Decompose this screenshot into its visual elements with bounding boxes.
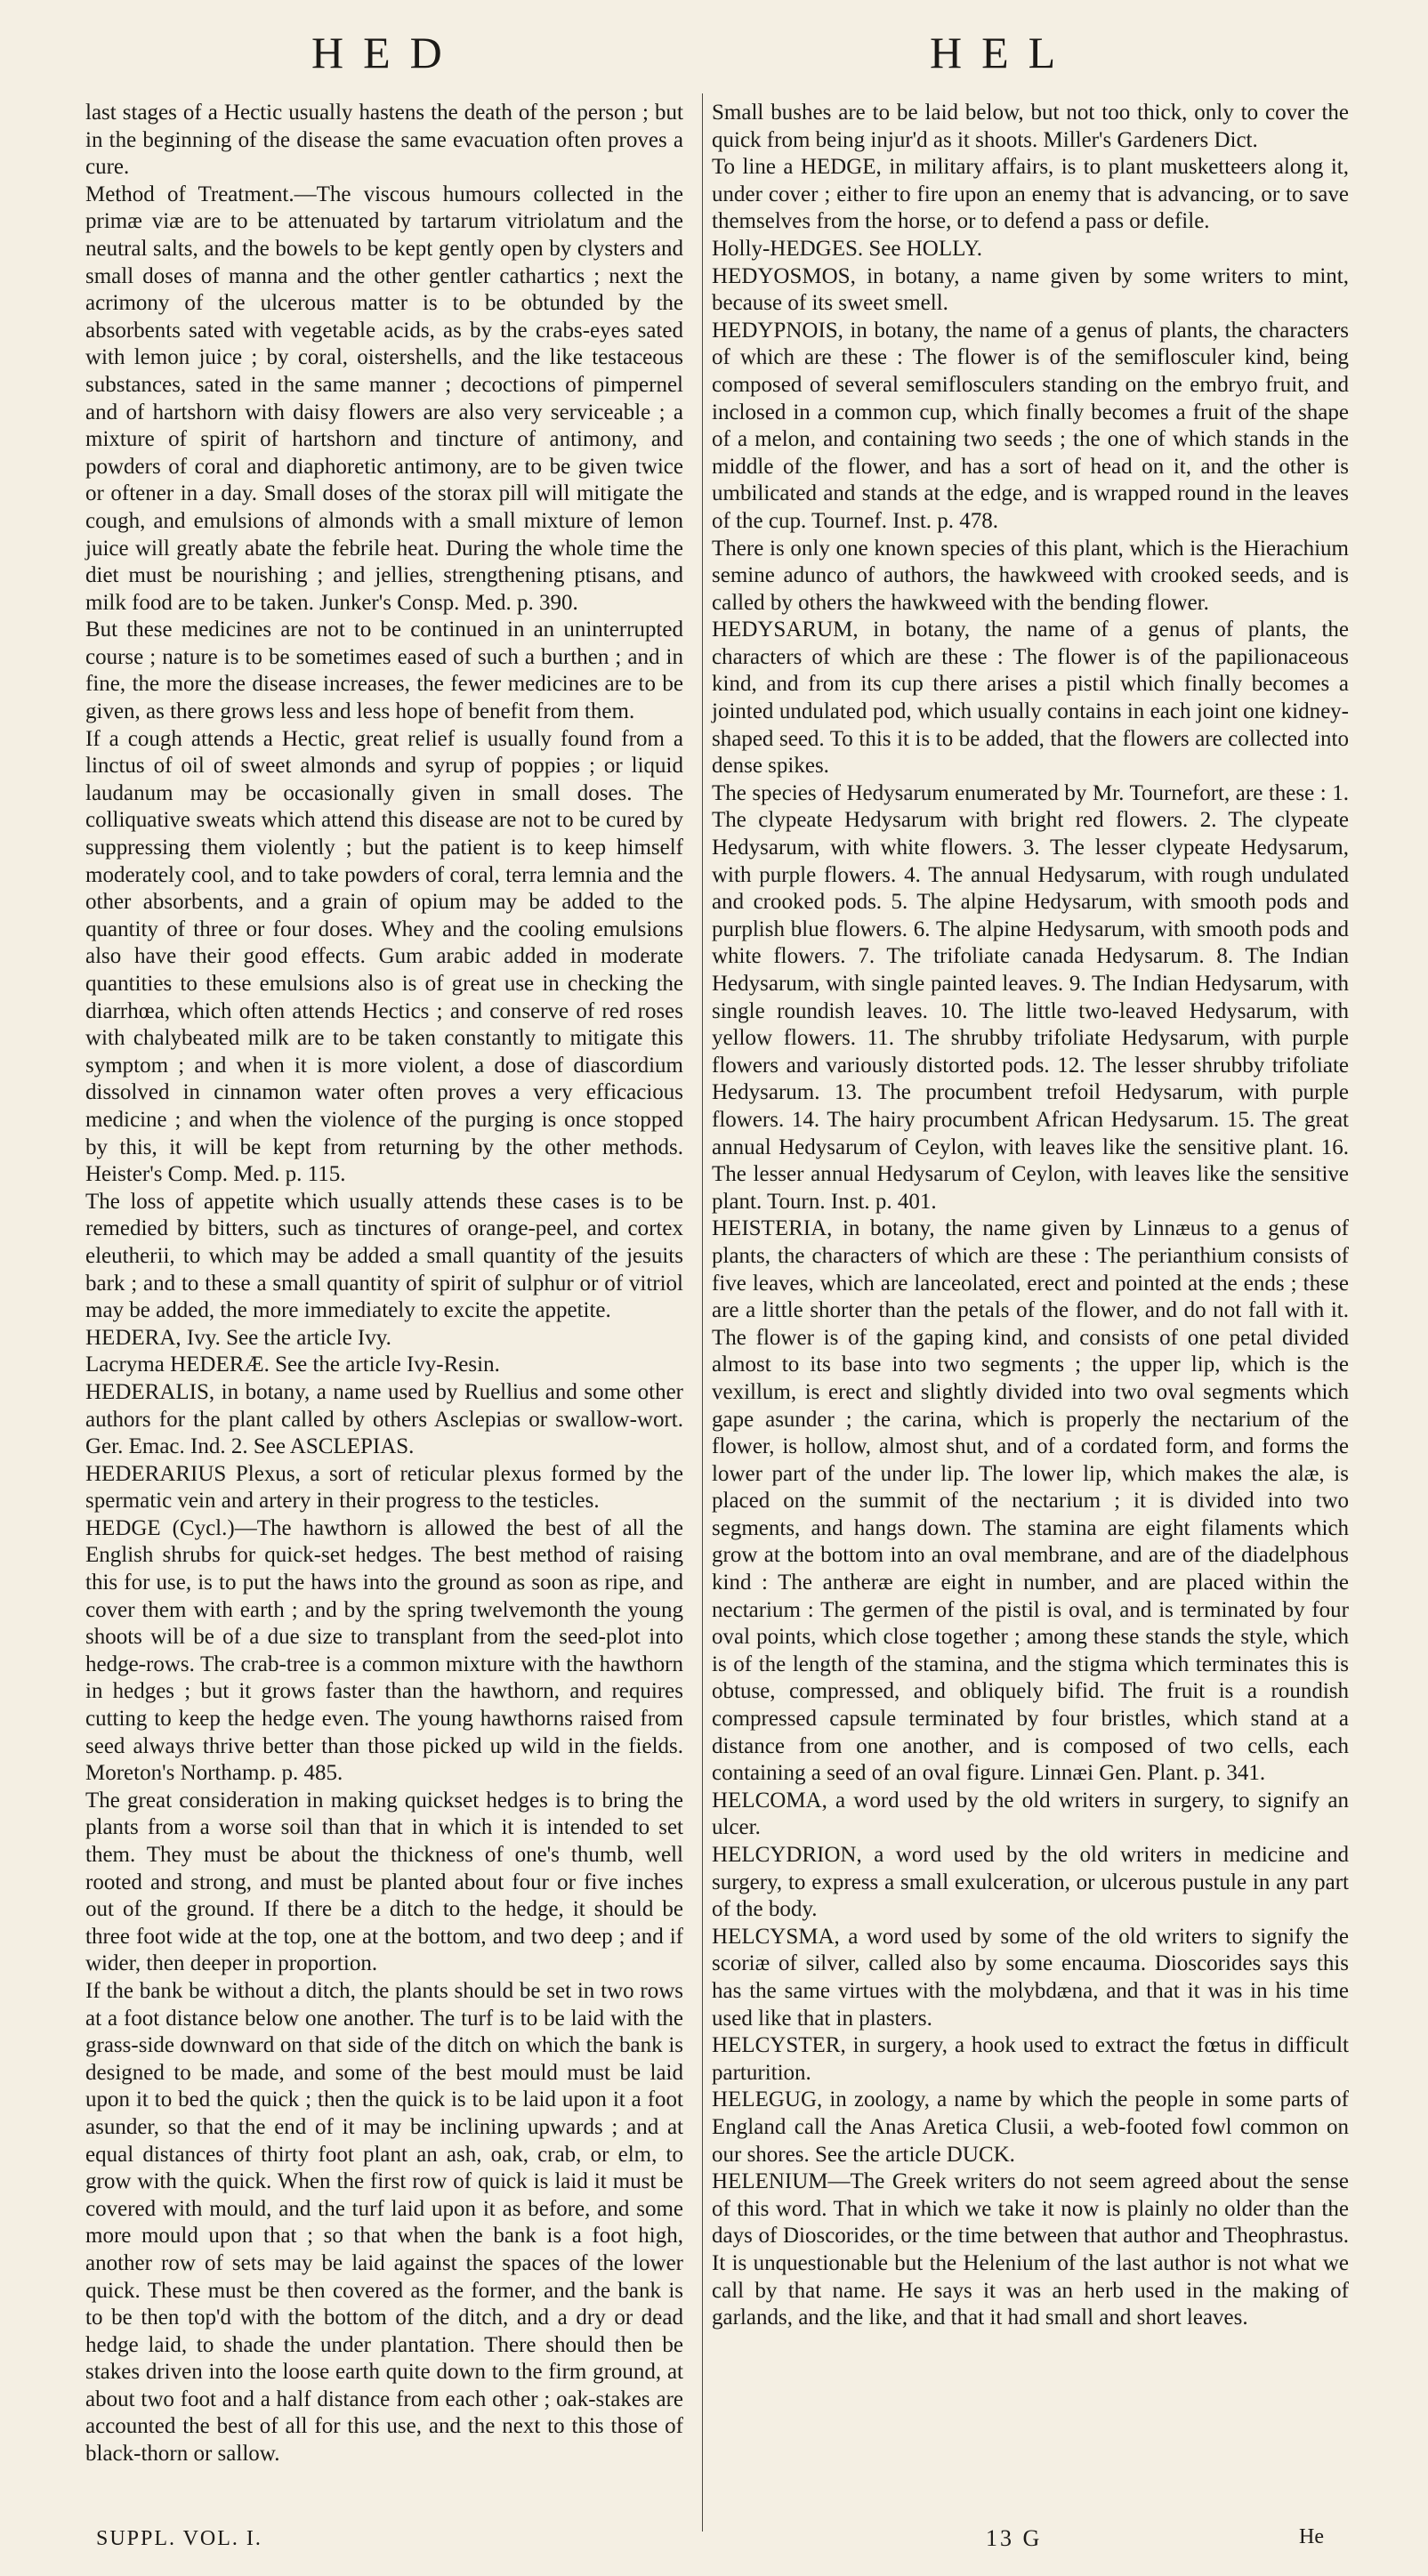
entry-hederarius: HEDERARIUS Plexus, a sort of reticular plexus formed by the spermatic vein and artery in their progress to the testicles. <box>85 1461 683 1514</box>
paragraph: last stages of a Hectic usually hastens the death of the person ; but in the beginning of the disease the same evacuation often proves a cure. <box>85 101 683 180</box>
entry-hedyosmos: HEDYOSMOS, in botany, a name given by some writers to mint, because of its sweet smell. <box>712 263 1349 316</box>
catchword: He <box>1299 2525 1324 2548</box>
paragraph: Method of Treatment.—The viscous humours collected in the primæ viæ are to be attenuated by tartarum vitriolatum and the neutral salts, and the bowels to be kept gently open by clysters and small doses of manna and the other gentler cathartics ; next the acrimony of the ulcerous matter is to be obtunded by the absorbents sated with vegetable acids, as by the crabs-eyes sated with lemon juice ; by coral, oistershells, and the like testaceous substances, sated in the same manner ; decoctions of pimpernel and of hartshorn with daisy flowers are also very serviceable ; a mixture of spirit of hartshorn and tincture of antimony, and powders of coral and diaphoretic antimony, are to be given twice or oftener in a day. Small doses of the storax pill will mitigate the cough, and emulsions of almonds with a small mixture of lemon juice will greatly abate the febrile heat. During the whole time the diet must be nourishing ; and jellies, strengthening ptisans, and milk food are to be taken. Junker's Consp. Med. p. 390. <box>85 182 683 615</box>
entry-hedge: HEDGE (Cycl.)—The hawthorn is allowed the best of all the English shrubs for quick-set hedges. The best method of raising this for use, is to put the haws into the ground as soon as ripe, and cover them with earth ; and by the spring twelvemonth the young shoots will be of a due size to transplant from the seed-plot into hedge-rows. The crab-tree is a common mixture with the hawthorn in hedges ; but it grows faster than the hawthorn, and requires cutting to keep the hedge even. The young hawthorns raised from seed always thrive better than those picked up wild in the fields. Moreton's Northamp. p. 485. <box>85 1515 683 1786</box>
entry-line-hedge: To line a HEDGE, in military affairs, is to plant musketteers along it, under cover ; either to fire upon an enemy that is advancing, or to save themselves from the horse, or to defend a pass or defile. <box>712 155 1349 234</box>
column-divider <box>702 93 703 2532</box>
paragraph: If the bank be without a ditch, the plants should be set in two rows at a foot distance below one another. The turf is to be laid with the grass-side downward on that side of the ditch on which the bank is designed to be made, and some of the best mould must be laid upon it to bed the quick ; then the quick is to be laid upon it a foot asunder, so that the end of it may be inclining upwards ; and at equal distances of thirty foot plant an ash, oak, crab, or elm, to grow with the quick. When the first row of quick is laid it must be covered with mould, and the turf laid upon it as before, and some more mould upon that ; so that when the bank is a foot high, another row of sets may be laid against the spaces of the lower quick. These must be then covered as the former, and the bank is to be then top'd with the bottom of the ditch, and a dry or dead hedge laid, to shade the under plantation. There should then be stakes driven into the loose earth quite down to the firm ground, at about two foot and a half distance from each other ; oak-stakes are accounted the best of all for this use, and the next to this those of black-thorn or sallow. <box>85 1978 683 2467</box>
entry-helcysma: HELCYSMA, a word used by some of the old writers to signify the scoriæ of silver, called also by some encauma. Dioscorides says this has the same virtues with the molybdæna, and that it was in his time used like that in plasters. <box>712 1924 1349 2031</box>
entry-helcyster: HELCYSTER, in surgery, a hook used to extract the fœtus in difficult parturition. <box>712 2033 1349 2085</box>
entry-hedera: HEDERA, Ivy. See the article Ivy. <box>85 1325 391 1350</box>
paragraph: Small bushes are to be laid below, but not too thick, only to cover the quick from being injur'd as it shoots. Miller's Gardeners Dict. <box>712 101 1349 152</box>
paragraph: The species of Hedysarum enumerated by Mr. Tournefort, are these : 1. The clypeate Hedysarum with bright red flowers. 2. The clypeate Hedysarum, with white flowers. 3. The lesser clypeate Hedysarum, with purple flowers. 4. The annual Hedysarum, with rough undulated and crooked pods. 5. The alpine Hedysarum, with smooth pods and purplish blue flowers. 6. The alpine Hedysarum, with smooth pods and white flowers. 7. The trifoliate canada Hedysarum. 8. The Indian Hedysarum, with single painted leaves. 9. The Indian Hedysarum, with single roundish leaves. 10. The little two-leaved Hedysarum, with yellow flowers. 11. The shrubby trifoliate Hedysarum, with purple flowers and variously distorted pods. 12. The lesser shrubby trifoliate Hedysarum. 13. The procumbent trefoil Hedysarum, with purple flowers. 14. The hairy procumbent African Hedysarum. 15. The great annual Hedysarum of Ceylon, with leaves like the sensitive plant. 16. The lesser annual Hedysarum of Ceylon, with leaves like the sensitive plant. Tourn. Inst. p. 401. <box>712 780 1349 1214</box>
entry-holly-hedges: Holly-HEDGES. See HOLLY. <box>712 236 982 261</box>
running-head-right: HEL <box>930 28 1076 77</box>
paragraph: If a cough attends a Hectic, great relief is usually found from a linctus of oil of sweet almonds and syrup of poppies ; or liquid laudanum may be occasionally given in small doses. The colliquative sweats which attend this disease are not to be cured by suppressing them violently ; but the patient is to keep himself moderately cool, and to take powders of coral, terra lemnia and the other absorbents, and a grain of opium may be added to the quantity of three or four doses. Whey and the cooling emulsions also have their good effects. Gum arabic added in moderate quantities to these emulsions also is of great use in checking the diarrhœa, which often attends Hectics ; and conserve of red roses with chalybeated milk are to be taken constantly to mitigate this symptom ; and when it is more violent, a dose of diascordium dissolved in cinnamon water often proves a very efficacious medicine ; and when the violence of the purging is once stopped by this, it will be kept from returning by the other methods. Heister's Comp. Med. p. 115. <box>85 726 683 1187</box>
entry-helcoma: HELCOMA, a word used by the old writers in surgery, to signify an ulcer. <box>712 1788 1349 1840</box>
paragraph: But these medicines are not to be continued in an uninterrupted course ; nature is to be sometimes eased of such a burthen ; and in fine, the more the disease increases, the fewer medicines are to be given, as there grows less and less hope of benefit from them. <box>85 618 683 724</box>
left-column <box>85 100 683 2468</box>
paragraph: The loss of appetite which usually attends these cases is to be remedied by bitters, such as tinctures of orange-peel, and cortex eleutherii, to which may be added a small quantity of the jesuits bark ; and to these a small quantity of spirit of sulphur or of vitriol may be added, the more immediately to excite the appetite. <box>85 1189 683 1323</box>
right-column <box>712 100 1349 2332</box>
entry-lacryma-hederae: Lacryma HEDERÆ. See the article Ivy-Resin. <box>85 1353 500 1377</box>
entry-hedysarum: HEDYSARUM, in botany, the name of a genus of plants, the characters of which are these : The flower is of the papilionaceous kind, and from its cup there arises a pistil which finally becomes a jointed undulated pod, which usually contains in each joint one kidney-shaped seed. To this it is to be added, that the flowers are collected into dense spikes. <box>712 618 1349 779</box>
entry-hederalis: HEDERALIS, in botany, a name used by Ruellius and some other authors for the plant called by others Asclepias or swallow-wort. Ger. Emac. Ind. 2. See ASCLEPIAS. <box>85 1379 683 1459</box>
paragraph: The great consideration in making quickset hedges is to bring the plants from a worse soil than that in which it is intended to set them. They must be about the thickness of one's thumb, well rooted and strong, and must be planted about four or five inches out of the ground. If there be a ditch to the hedge, it should be three foot wide at the top, one at the bottom, and two deep ; and if wider, then deeper in proportion. <box>85 1788 683 1976</box>
signature-mark: 13 G <box>986 2525 1043 2551</box>
volume-label: SUPPL. VOL. I. <box>96 2527 262 2550</box>
entry-helegug: HELEGUG, in zoology, a name by which the people in some parts of England call the Anas Aretica Clusii, a web-footed fowl common on our shores. See the article DUCK. <box>712 2087 1349 2167</box>
entry-helenium: HELENIUM—The Greek writers do not seem agreed about the sense of this word. That in which we take it now is plainly no older than the days of Dioscorides, or the time between that author and Theophrastus. It is unquestionable but the Helenium of the last author is not what we call by that name. He says it was an herb used in the making of garlands, and the like, and that it had small and short leaves. <box>712 2169 1349 2330</box>
entry-heisteria: HEISTERIA, in botany, the name given by Linnæus to a genus of plants, the characters of which are these : The perianthium consists of five leaves, which are lanceolated, erect and pointed at the ends ; these are a little shorter than the petals of the flower, and do not fall with it. The flower is of the gaping kind, and consists of one petal divided almost to its base into two segments ; the upper lip, which is the vexillum, is erect and slightly divided into two oval segments which gape asunder ; the carina, which is properly the nectarium of the flower, is hollow, almost shut, and of a cordated form, and forms the lower part of the under lip. The lower lip, which makes the alæ, is placed on the summit of the nectarium ; it is divided into two segments, and hangs down. The stamina are eight filaments which grow at the bottom into an oval membrane, and are of the diadelphous kind : The antheræ are eight in number, and are placed within the nectarium : The germen of the pistil is oval, and is terminated by four oval points, which close together ; among these stands the style, which is of the length of the stamina, and the stigma which terminates this is obtuse, compressed, and obliquely bifid. The fruit is a roundish compressed capsule terminated by four bristles, which stand at a distance from one another, and is composed of two cells, each containing a seed of an oval figure. Linnæi Gen. Plant. p. 341. <box>712 1216 1349 1786</box>
entry-hedypnois: HEDYPNOIS, in botany, the name of a genus of plants, the characters of which are these : The flower is of the semiflosculer kind, being composed of several semiflosculers standing on the embryo fruit, and inclosed in a common cup, which finally becomes a fruit of the shape of a melon, and containing two seeds ; the one of which stands in the middle of the flower, and has a sort of head on it, and the other is umbilicated and stands at the edge, and is wrapped round in the leaves of the cup. Tournef. Inst. p. 478. <box>712 318 1349 533</box>
running-head-left: HED <box>311 28 462 77</box>
paragraph: There is only one known species of this plant, which is the Hierachium semine adunco of authors, the hawkweed with crooked seeds, and is called by others the hawkweed with the bending flower. <box>712 536 1349 615</box>
entry-helcydrion: HELCYDRION, a word used by the old writers in medicine and surgery, to express a small exulceration, or ulcerous pustule in any part of the body. <box>712 1843 1349 1922</box>
